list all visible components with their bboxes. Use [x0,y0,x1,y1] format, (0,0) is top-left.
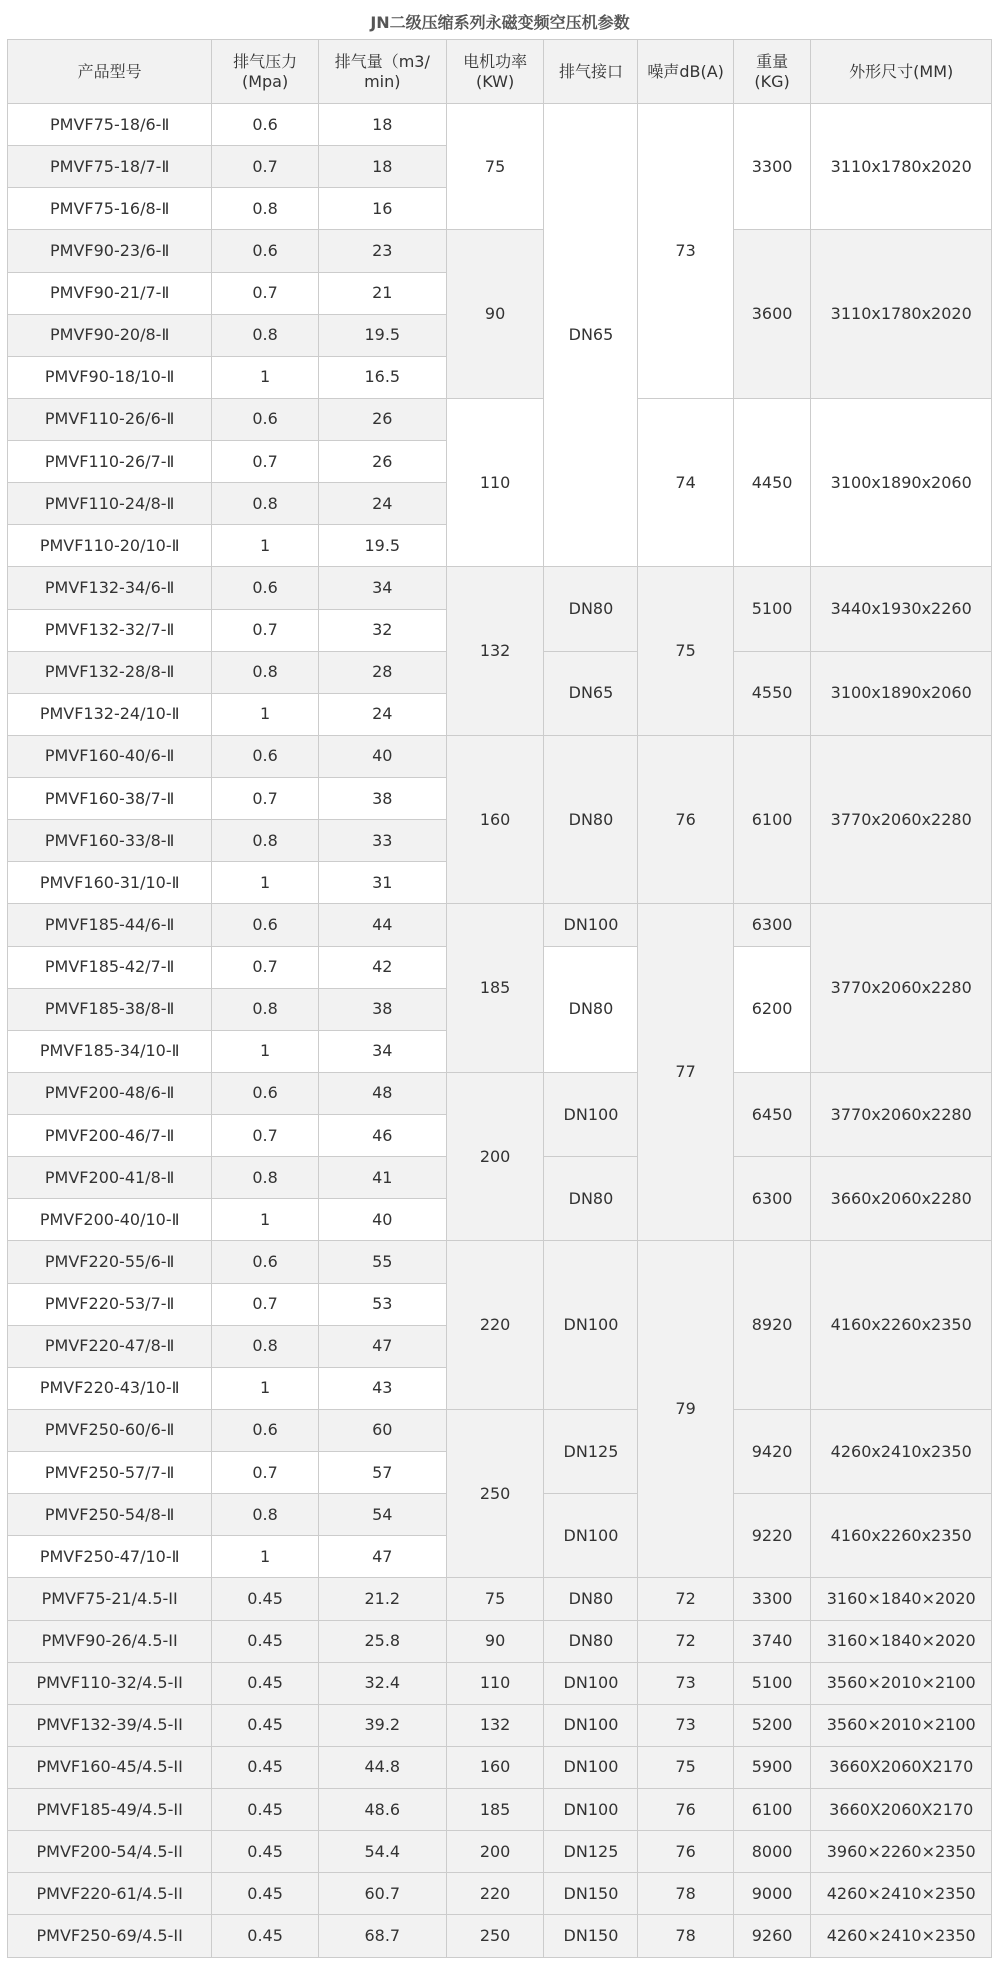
cell-dimensions: 4160x2260x2350 [811,1494,992,1578]
cell-weight: 6300 [733,1157,811,1241]
cell-pressure: 0.6 [212,398,319,440]
cell-noise: 79 [638,1241,733,1578]
cell-air-delivery: 21.2 [318,1578,446,1620]
cell-pressure: 0.45 [212,1620,319,1662]
table-title: JN二级压缩系列永磁变频空压机参数 [370,13,630,32]
cell-air-delivery: 34 [318,1030,446,1072]
cell-air-delivery: 40 [318,735,446,777]
cell-pressure: 0.7 [212,146,319,188]
table-row [8,567,992,609]
cell-model: PMVF90-20/8-Ⅱ [8,314,212,356]
cell-air-delivery: 18 [318,146,446,188]
cell-weight: 5100 [733,567,811,651]
cell-model: PMVF220-43/10-Ⅱ [8,1367,212,1409]
header-air-delivery: 排气量（m3/ min) [318,40,446,104]
cell-dimensions: 3100x1890x2060 [811,651,992,735]
cell-air-delivery: 32 [318,609,446,651]
table-header [8,40,992,104]
cell-dimensions: 3440x1930x2260 [811,567,992,651]
cell-pressure: 0.45 [212,1915,319,1957]
cell-model: PMVF75-16/8-Ⅱ [8,188,212,230]
cell-weight: 9000 [733,1873,811,1915]
cell-dimensions: 3660X2060X2170 [811,1789,992,1831]
cell-noise: 77 [638,904,733,1241]
cell-dimensions: 3770x2060x2280 [811,1072,992,1156]
cell-outlet: DN65 [544,651,638,735]
cell-pressure: 1 [212,525,319,567]
cell-pressure: 1 [212,1536,319,1578]
cell-air-delivery: 54.4 [318,1831,446,1873]
cell-motor-power: 110 [446,398,544,567]
cell-outlet: DN80 [544,1157,638,1241]
cell-air-delivery: 25.8 [318,1620,446,1662]
cell-pressure: 0.45 [212,1789,319,1831]
table-row [8,1915,992,1957]
cell-dimensions: 3110x1780x2020 [811,104,992,230]
table-row [8,1241,992,1283]
cell-model: PMVF200-40/10-Ⅱ [8,1199,212,1241]
table-row [8,104,992,146]
cell-pressure: 0.6 [212,104,319,146]
table-row [8,230,992,272]
cell-pressure: 0.6 [212,1409,319,1451]
cell-motor-power: 132 [446,1704,544,1746]
table-row [8,1873,992,1915]
cell-model: PMVF132-28/8-Ⅱ [8,651,212,693]
cell-model: PMVF75-18/6-Ⅱ [8,104,212,146]
header-pressure: 排气压力 (Mpa) [212,40,319,104]
cell-air-delivery: 26 [318,441,446,483]
cell-motor-power: 185 [446,1789,544,1831]
cell-noise: 78 [638,1873,733,1915]
cell-air-delivery: 33 [318,820,446,862]
cell-pressure: 1 [212,862,319,904]
cell-air-delivery: 24 [318,693,446,735]
cell-outlet: DN100 [544,1704,638,1746]
cell-outlet: DN125 [544,1409,638,1493]
cell-motor-power: 250 [446,1915,544,1957]
table-row [8,1409,992,1451]
cell-motor-power: 220 [446,1241,544,1410]
cell-dimensions: 3660X2060X2170 [811,1746,992,1788]
cell-model: PMVF110-20/10-Ⅱ [8,525,212,567]
cell-outlet: DN100 [544,1662,638,1704]
cell-pressure: 0.7 [212,778,319,820]
cell-pressure: 0.8 [212,483,319,525]
table-row [8,1746,992,1788]
cell-pressure: 0.7 [212,946,319,988]
cell-outlet: DN65 [544,104,638,567]
cell-model: PMVF90-23/6-Ⅱ [8,230,212,272]
cell-air-delivery: 41 [318,1157,446,1199]
cell-pressure: 0.6 [212,230,319,272]
cell-motor-power: 75 [446,1578,544,1620]
cell-motor-power: 110 [446,1662,544,1704]
cell-weight: 5100 [733,1662,811,1704]
cell-dimensions: 3660x2060x2280 [811,1157,992,1241]
cell-model: PMVF110-26/6-Ⅱ [8,398,212,440]
cell-pressure: 0.45 [212,1662,319,1704]
cell-pressure: 0.7 [212,1115,319,1157]
table-row [8,1072,992,1114]
cell-pressure: 0.7 [212,609,319,651]
cell-model: PMVF160-33/8-Ⅱ [8,820,212,862]
table-row [8,1789,992,1831]
cell-noise: 75 [638,567,733,736]
cell-outlet: DN100 [544,904,638,946]
table-row [8,904,992,946]
header-row [8,40,992,104]
cell-weight: 6300 [733,904,811,946]
cell-pressure: 1 [212,1367,319,1409]
cell-model: PMVF160-31/10-Ⅱ [8,862,212,904]
cell-outlet: DN100 [544,1241,638,1410]
cell-model: PMVF200-41/8-Ⅱ [8,1157,212,1199]
cell-dimensions: 3100x1890x2060 [811,398,992,567]
cell-motor-power: 160 [446,735,544,904]
table-row [8,735,992,777]
cell-air-delivery: 42 [318,946,446,988]
cell-model: PMVF185-44/6-Ⅱ [8,904,212,946]
cell-outlet: DN100 [544,1746,638,1788]
cell-motor-power: 185 [446,904,544,1073]
cell-air-delivery: 53 [318,1283,446,1325]
cell-model: PMVF250-47/10-Ⅱ [8,1536,212,1578]
cell-noise: 72 [638,1578,733,1620]
cell-outlet: DN80 [544,946,638,1072]
cell-model: PMVF132-32/7-Ⅱ [8,609,212,651]
header-weight: 重量 (KG) [733,40,811,104]
cell-air-delivery: 57 [318,1452,446,1494]
cell-outlet: DN80 [544,567,638,651]
cell-weight: 9220 [733,1494,811,1578]
cell-pressure: 0.6 [212,567,319,609]
cell-model: PMVF220-55/6-Ⅱ [8,1241,212,1283]
cell-noise: 73 [638,1662,733,1704]
cell-outlet: DN100 [544,1072,638,1156]
cell-weight: 6100 [733,735,811,904]
cell-weight: 3300 [733,104,811,230]
cell-air-delivery: 60 [318,1409,446,1451]
cell-outlet: DN80 [544,1578,638,1620]
cell-air-delivery: 46 [318,1115,446,1157]
cell-model: PMVF110-26/7-Ⅱ [8,441,212,483]
cell-pressure: 0.8 [212,1494,319,1536]
cell-pressure: 0.45 [212,1873,319,1915]
cell-air-delivery: 48 [318,1072,446,1114]
cell-model: PMVF250-54/8-Ⅱ [8,1494,212,1536]
cell-pressure: 0.6 [212,1072,319,1114]
cell-pressure: 0.45 [212,1578,319,1620]
cell-pressure: 0.7 [212,272,319,314]
cell-weight: 8920 [733,1241,811,1410]
cell-dimensions: 3560×2010×2100 [811,1704,992,1746]
cell-motor-power: 200 [446,1831,544,1873]
cell-air-delivery: 47 [318,1536,446,1578]
cell-model: PMVF132-39/4.5-II [8,1704,212,1746]
cell-motor-power: 90 [446,230,544,399]
table-row [8,1578,992,1620]
cell-outlet: DN80 [544,735,638,904]
cell-air-delivery: 48.6 [318,1789,446,1831]
cell-motor-power: 220 [446,1873,544,1915]
cell-pressure: 0.45 [212,1831,319,1873]
cell-noise: 72 [638,1620,733,1662]
cell-air-delivery: 16.5 [318,356,446,398]
cell-air-delivery: 21 [318,272,446,314]
cell-dimensions: 4160x2260x2350 [811,1241,992,1410]
cell-air-delivery: 38 [318,988,446,1030]
cell-motor-power: 160 [446,1746,544,1788]
cell-dimensions: 3960×2260×2350 [811,1831,992,1873]
cell-air-delivery: 40 [318,1199,446,1241]
cell-weight: 3300 [733,1578,811,1620]
cell-pressure: 0.8 [212,188,319,230]
cell-noise: 73 [638,1704,733,1746]
cell-dimensions: 3560×2010×2100 [811,1662,992,1704]
cell-air-delivery: 19.5 [318,314,446,356]
cell-noise: 78 [638,1915,733,1957]
cell-model: PMVF250-60/6-Ⅱ [8,1409,212,1451]
cell-model: PMVF250-69/4.5-II [8,1915,212,1957]
cell-air-delivery: 43 [318,1367,446,1409]
cell-model: PMVF220-53/7-Ⅱ [8,1283,212,1325]
table-body [8,104,992,1958]
cell-pressure: 0.8 [212,1325,319,1367]
cell-motor-power: 132 [446,567,544,736]
cell-pressure: 0.8 [212,314,319,356]
table-row [8,1620,992,1662]
cell-model: PMVF90-18/10-Ⅱ [8,356,212,398]
cell-dimensions: 3160×1840×2020 [811,1620,992,1662]
cell-model: PMVF90-21/7-Ⅱ [8,272,212,314]
cell-pressure: 0.7 [212,441,319,483]
cell-pressure: 0.45 [212,1704,319,1746]
header-outlet: 排气接口 [544,40,638,104]
cell-pressure: 1 [212,1199,319,1241]
cell-outlet: DN150 [544,1873,638,1915]
cell-noise: 74 [638,398,733,567]
cell-weight: 9420 [733,1409,811,1493]
cell-model: PMVF250-57/7-Ⅱ [8,1452,212,1494]
cell-model: PMVF200-54/4.5-II [8,1831,212,1873]
cell-outlet: DN100 [544,1789,638,1831]
cell-air-delivery: 32.4 [318,1662,446,1704]
cell-air-delivery: 54 [318,1494,446,1536]
cell-weight: 6200 [733,946,811,1072]
cell-air-delivery: 34 [318,567,446,609]
cell-air-delivery: 47 [318,1325,446,1367]
header-motor-power: 电机功率 (KW) [446,40,544,104]
cell-air-delivery: 24 [318,483,446,525]
cell-outlet: DN150 [544,1915,638,1957]
cell-dimensions: 4260×2410×2350 [811,1873,992,1915]
spec-table [7,39,992,1958]
cell-air-delivery: 19.5 [318,525,446,567]
cell-air-delivery: 38 [318,778,446,820]
cell-pressure: 1 [212,356,319,398]
cell-air-delivery: 39.2 [318,1704,446,1746]
cell-model: PMVF185-34/10-Ⅱ [8,1030,212,1072]
cell-noise: 76 [638,735,733,904]
cell-pressure: 1 [212,693,319,735]
cell-air-delivery: 16 [318,188,446,230]
cell-weight: 3600 [733,230,811,399]
cell-dimensions: 4260x2410x2350 [811,1409,992,1493]
cell-dimensions: 3160×1840×2020 [811,1578,992,1620]
cell-model: PMVF110-24/8-Ⅱ [8,483,212,525]
table-row [8,398,992,440]
cell-model: PMVF200-48/6-Ⅱ [8,1072,212,1114]
cell-model: PMVF75-18/7-Ⅱ [8,146,212,188]
cell-pressure: 0.6 [212,1241,319,1283]
cell-air-delivery: 55 [318,1241,446,1283]
cell-pressure: 0.7 [212,1452,319,1494]
cell-pressure: 0.8 [212,651,319,693]
cell-model: PMVF110-32/4.5-II [8,1662,212,1704]
cell-motor-power: 75 [446,104,544,230]
cell-air-delivery: 68.7 [318,1915,446,1957]
cell-pressure: 0.7 [212,1283,319,1325]
cell-outlet: DN125 [544,1831,638,1873]
header-model: 产品型号 [8,40,212,104]
cell-noise: 76 [638,1789,733,1831]
cell-model: PMVF220-47/8-Ⅱ [8,1325,212,1367]
cell-air-delivery: 44 [318,904,446,946]
cell-dimensions: 4260×2410×2350 [811,1915,992,1957]
table-row [8,1831,992,1873]
cell-weight: 6450 [733,1072,811,1156]
cell-weight: 5900 [733,1746,811,1788]
cell-dimensions: 3770x2060x2280 [811,904,992,1073]
cell-weight: 6100 [733,1789,811,1831]
cell-model: PMVF132-34/6-Ⅱ [8,567,212,609]
cell-pressure: 0.6 [212,735,319,777]
cell-noise: 73 [638,104,733,399]
cell-weight: 5200 [733,1704,811,1746]
cell-model: PMVF200-46/7-Ⅱ [8,1115,212,1157]
cell-weight: 9260 [733,1915,811,1957]
header-noise: 噪声dB(A) [638,40,733,104]
cell-model: PMVF185-49/4.5-II [8,1789,212,1831]
cell-pressure: 0.45 [212,1746,319,1788]
cell-air-delivery: 60.7 [318,1873,446,1915]
cell-dimensions: 3770x2060x2280 [811,735,992,904]
cell-model: PMVF185-42/7-Ⅱ [8,946,212,988]
cell-weight: 3740 [733,1620,811,1662]
cell-model: PMVF132-24/10-Ⅱ [8,693,212,735]
cell-air-delivery: 31 [318,862,446,904]
cell-motor-power: 250 [446,1409,544,1578]
header-dimensions: 外形尺寸(MM) [811,40,992,104]
cell-noise: 76 [638,1831,733,1873]
cell-pressure: 1 [212,1030,319,1072]
table-row [8,1662,992,1704]
cell-pressure: 0.8 [212,820,319,862]
cell-pressure: 0.6 [212,904,319,946]
cell-noise: 75 [638,1746,733,1788]
cell-weight: 4450 [733,398,811,567]
cell-model: PMVF75-21/4.5-II [8,1578,212,1620]
cell-dimensions: 3110x1780x2020 [811,230,992,399]
cell-air-delivery: 18 [318,104,446,146]
cell-weight: 4550 [733,651,811,735]
cell-model: PMVF160-38/7-Ⅱ [8,778,212,820]
cell-pressure: 0.8 [212,988,319,1030]
cell-weight: 8000 [733,1831,811,1873]
cell-pressure: 0.8 [212,1157,319,1199]
table-row [8,1704,992,1746]
cell-motor-power: 90 [446,1620,544,1662]
cell-outlet: DN100 [544,1494,638,1578]
cell-air-delivery: 26 [318,398,446,440]
cell-motor-power: 200 [446,1072,544,1241]
cell-air-delivery: 44.8 [318,1746,446,1788]
cell-model: PMVF90-26/4.5-II [8,1620,212,1662]
cell-model: PMVF220-61/4.5-II [8,1873,212,1915]
cell-model: PMVF185-38/8-Ⅱ [8,988,212,1030]
cell-air-delivery: 28 [318,651,446,693]
cell-model: PMVF160-45/4.5-II [8,1746,212,1788]
cell-outlet: DN80 [544,1620,638,1662]
cell-air-delivery: 23 [318,230,446,272]
cell-model: PMVF160-40/6-Ⅱ [8,735,212,777]
